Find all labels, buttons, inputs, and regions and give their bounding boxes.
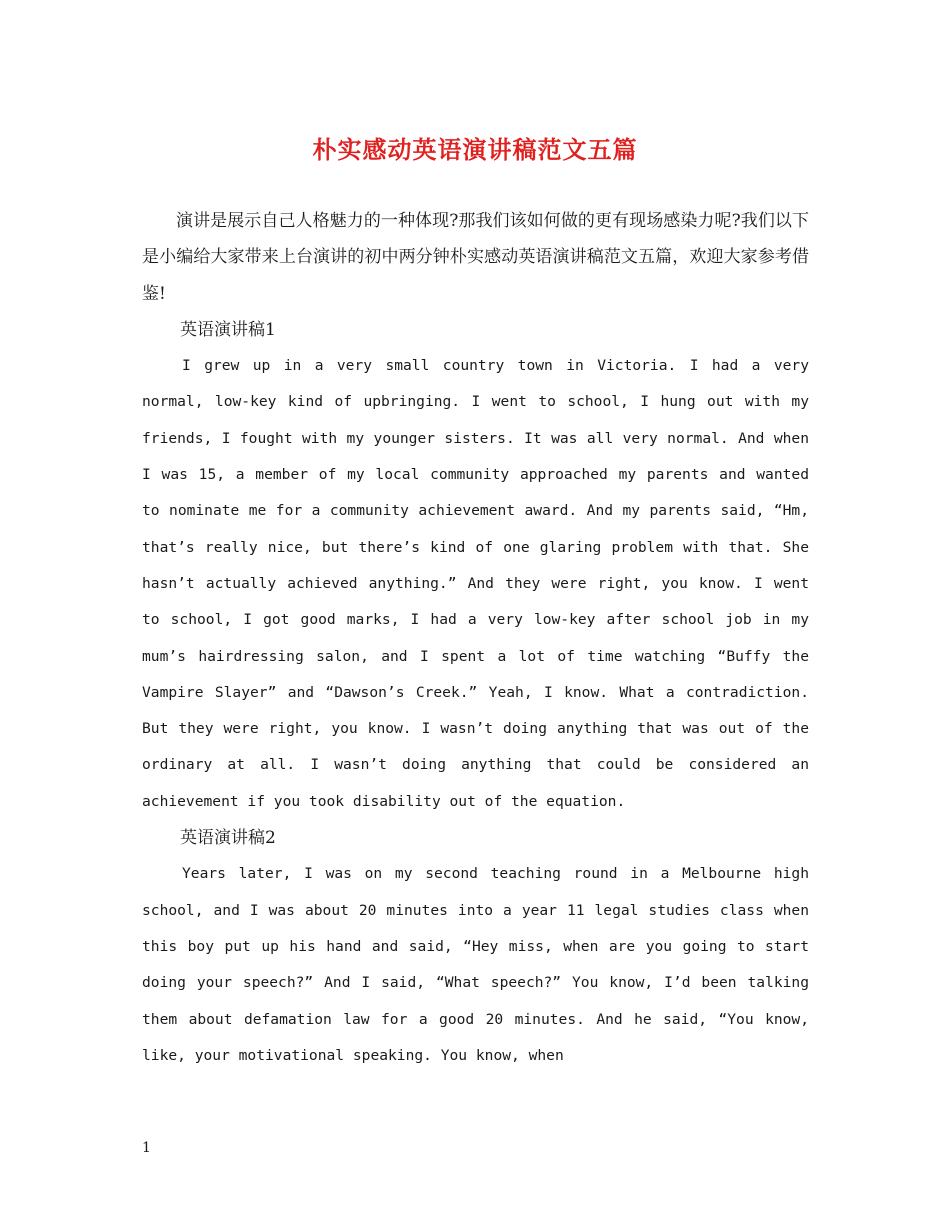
- section-heading-2: 英语演讲稿2: [180, 828, 276, 849]
- intro-paragraph: 演讲是展示自己人格魅力的一种体现?那我们该如何做的更有现场感染力呢?我们以下是小编给大家带来上台演讲的初中两分钟朴实感动英语演讲稿范文五篇，欢迎大家参考借鉴!: [142, 211, 809, 304]
- document-body: [142, 203, 809, 1074]
- page-number: 1: [142, 1140, 151, 1156]
- document-title: 朴实感动英语演讲稿范文五篇: [312, 135, 638, 164]
- section-body-1: I grew up in a very small country town in Victoria. I had a very normal, low-key kind of upbringing. I went to school, I hung out with my friends, I fought with my younger sisters. It was all very normal. And when I was 15, a member of my local community approached my parents and wanted to nominate me for a community achievement award. And my parents said, “Hm, that’s really nice, but there’s kind of one glaring problem with that. She hasn’t actually achieved anything.” And they were right, you know. I went to school, I got good marks, I had a very low-key after school job in my mum’s hairdressing salon, and I spent a lot of time watching “Buffy the Vampire Slayer” and “Dawson’s Creek.” Yeah, I know. What a contradiction. But they were right, you know. I wasn’t doing anything that was out of the ordinary at all. I wasn’t doing anything that could be considered an achievement if you took disability out of the equation.: [142, 357, 809, 810]
- section-body-2: Years later, I was on my second teaching round in a Melbourne high school, and I was about 20 minutes into a year 11 legal studies class when this boy put up his hand and said, “Hey miss, when are you going to start doing your speech?” And I said, “What speech?” You know, I’d been talking them about defamation law for a good 20 minutes. And he said, “You know, like, your motivational speaking. You know, when: [142, 865, 809, 1064]
- section-heading-1: 英语演讲稿1: [180, 319, 276, 340]
